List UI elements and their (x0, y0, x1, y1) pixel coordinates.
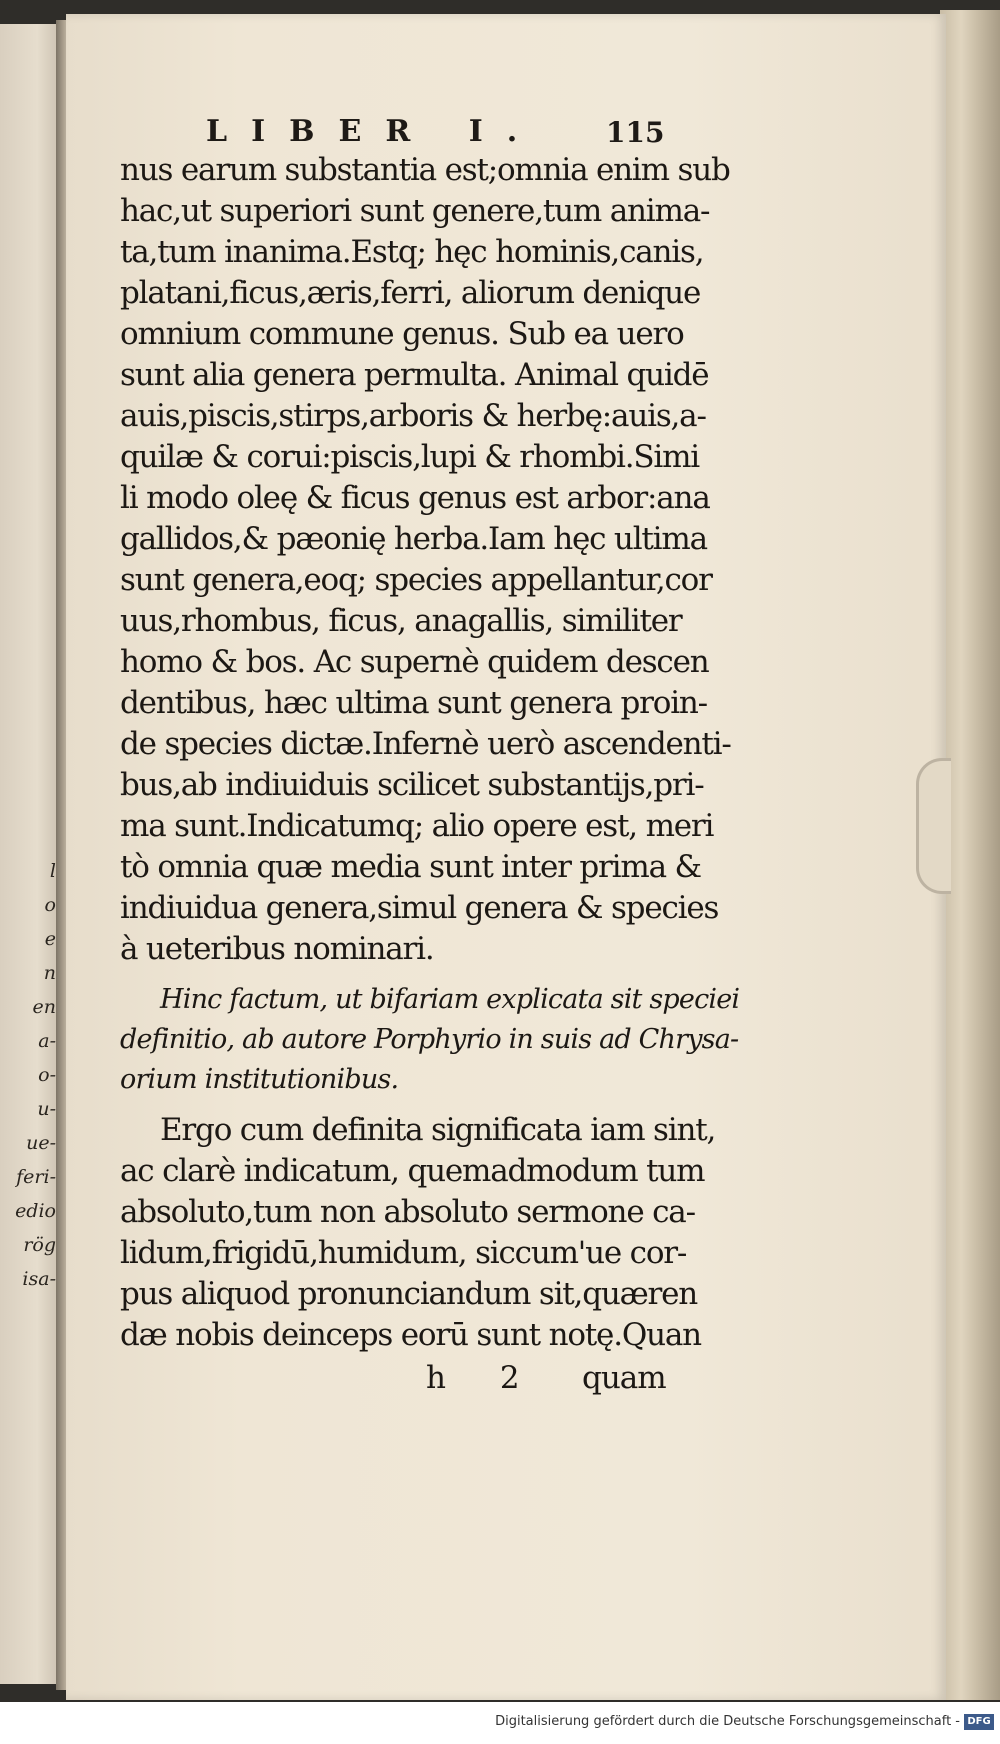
text-line: auis,piscis,stirps,arboris & herbę:auis,a- (120, 398, 706, 434)
text-line: à ueteribus nominari. (120, 931, 434, 967)
text-line: li modo oleę & ficus genus est arbor:ana (120, 480, 710, 516)
catchword: quam (582, 1360, 666, 1396)
left-fragment: n (43, 962, 56, 984)
text-line: ta,tum inanima.Estq; hęc hominis,canis, (120, 234, 704, 270)
left-fragment: ue- (26, 1132, 56, 1154)
italic-line: orium institutionibus. (120, 1064, 399, 1095)
text-line: indiuidua genera,simul genera & species (120, 890, 719, 926)
text-line: dentibus, hæc ultima sunt genera proin- (120, 685, 707, 721)
text-line: absoluto,tum non absoluto sermone ca- (120, 1194, 695, 1230)
digitization-credit: Digitalisierung gefördert durch die Deutsche Forschungsgemeinschaft - (495, 1714, 960, 1729)
text-line: sunt alia genera permulta. Animal quidē (120, 357, 709, 393)
catchword-row (120, 1356, 770, 1404)
folio-number: 115 (606, 116, 665, 149)
text-line: Ergo cum definita significata iam sint, (160, 1112, 716, 1148)
text-line: ac clarè indicatum, quemadmodum tum (120, 1153, 705, 1189)
text-line: pus aliquod pronunciandum sit,quæren (120, 1276, 698, 1312)
left-fragment: isa- (22, 1268, 56, 1290)
text-line: lidum,frigidū,humidum, siccum'ue cor- (120, 1235, 687, 1271)
text-line: tò omnia quæ media sunt inter prima & (120, 849, 701, 885)
left-fragment: en (32, 996, 56, 1018)
left-fragment: edio (15, 1200, 56, 1222)
left-page-text-fragments (0, 854, 60, 1296)
text-line: quilæ & corui:piscis,lupi & rhombi.Simi (120, 439, 700, 475)
text-line: nus earum substantia est;omnia enim sub (120, 152, 730, 188)
text-line: sunt genera,eoq; species appellantur,cor (120, 562, 712, 598)
text-line: hac,ut superiori sunt genere,tum anima- (120, 193, 710, 229)
left-fragment: e (44, 928, 56, 950)
text-line: dæ nobis deinceps eorū sunt notę.Quan (120, 1317, 701, 1353)
book-page (66, 14, 946, 1700)
text-line: gallidos,& pæonię herba.Iam hęc ultima (120, 521, 707, 557)
text-line: omnium commune genus. Sub ea uero (120, 316, 684, 352)
text-line: ma sunt.Indicatumq; alio opere est, meri (120, 808, 714, 844)
text-line: platani,ficus,æris,ferri, aliorum denique (120, 275, 701, 311)
final-paragraph (120, 1110, 716, 1404)
main-paragraph (120, 150, 731, 970)
footer-strip (0, 1702, 1000, 1744)
left-fragment: a- (38, 1030, 56, 1052)
dfg-logo: DFG (964, 1714, 994, 1730)
text-line: de species dictæ.Infernè uerò ascendenti- (120, 726, 731, 762)
signature-mark: h 2 (426, 1360, 542, 1396)
left-page-edge (0, 24, 62, 1684)
text-line: bus,ab indiuiduis scilicet substantijs,pri- (120, 767, 704, 803)
text-block (59, 150, 740, 1404)
page-clip (916, 758, 951, 894)
italic-line: definitio, ab autore Porphyrio in suis ad Chrysa- (120, 1024, 739, 1055)
italic-summary (120, 980, 740, 1100)
italic-line: Hinc factum, ut bifariam explicata sit speciei (160, 984, 740, 1015)
left-fragment: feri- (16, 1166, 56, 1188)
text-line: homo & bos. Ac supernè quidem descen (120, 644, 709, 680)
left-fragment: o (44, 894, 56, 916)
left-fragment: u- (37, 1098, 56, 1120)
running-title: LIBER I. (206, 114, 542, 149)
left-fragment: rög (23, 1234, 56, 1256)
left-fragment: l (49, 860, 56, 882)
left-fragment: o- (38, 1064, 56, 1086)
text-line: uus,rhombus, ficus, anagallis, similiter (120, 603, 682, 639)
